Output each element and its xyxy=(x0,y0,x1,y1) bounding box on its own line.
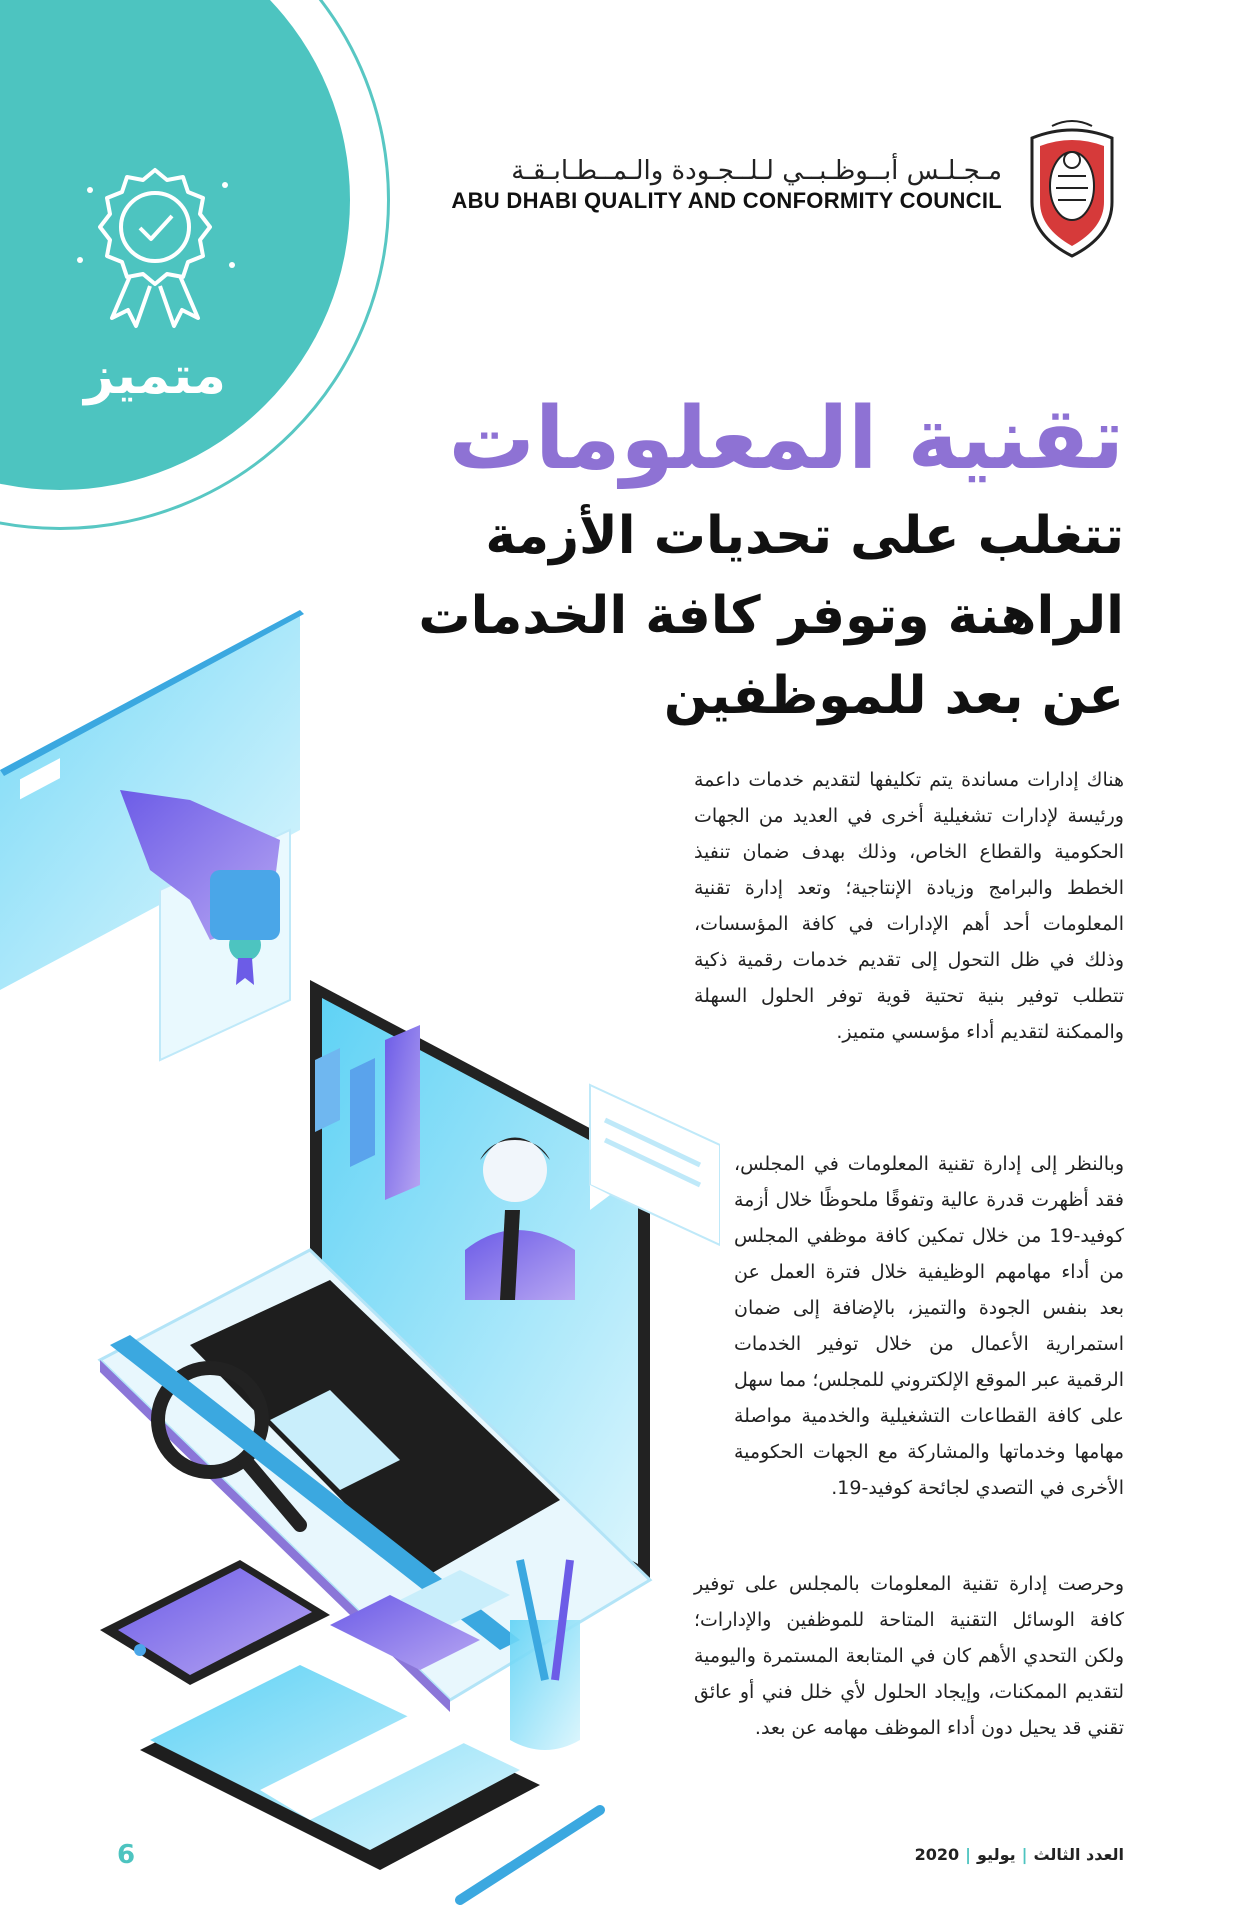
issue-year: 2020 xyxy=(914,1845,960,1864)
issue-footer: العدد الثالث|يوليو|2020 xyxy=(914,1845,1124,1864)
council-header xyxy=(451,156,1002,214)
subtitle-line: تتغلب على تحديات الأزمة xyxy=(485,506,1124,566)
article-title: تقنية المعلومات xyxy=(448,389,1124,489)
subtitle-line: الراهنة وتوفر كافة الخدمات xyxy=(418,586,1124,646)
smartphone-icon xyxy=(100,1560,330,1685)
issue-label: العدد الثالث xyxy=(1033,1845,1124,1864)
open-book-icon xyxy=(140,1665,540,1870)
isometric-tech-illustration xyxy=(0,600,720,1916)
article-paragraph: وحرصت إدارة تقنية المعلومات بالمجلس على توفير كافة الوسائل التقنية المتاحة للموظفين والإدارات؛ ولكن التحدي الأهم كان في المتابعة المستمرة واليومية لتقديم الممكنات، وإيجاد الحلول لأي خلل فني أو عائق تقني قد يحيل دون أداء الموظف مهامه عن بعد. xyxy=(694,1573,1124,1739)
issue-month: يوليو xyxy=(977,1845,1016,1864)
pencil-icon xyxy=(460,1810,600,1900)
article-paragraph: هناك إدارات مساندة يتم تكليفها لتقديم خدمات داعمة ورئيسة لإدارات تشغيلية أخرى في العديد من الجهات الحكومية والقطاع الخاص، وذلك بهدف ضمان تنفيذ الخطط والبرامج وزيادة الإنتاجية؛ وتعد إدارة تقنية المعلومات أحد أهم الإدارات في كافة المؤسسات، وذلك في ظل التحول إلى تقديم خدمات رقمية ذكية تتطلب توفير بنية تحتية قوية توفر الحلول السهلة والممكنة لتقديم أداء مؤسسي متميز. xyxy=(694,769,1124,1043)
council-name-english: ABU DHABI QUALITY AND CONFORMITY COUNCIL xyxy=(451,188,1002,213)
subtitle-line: عن بعد للموظفين xyxy=(663,666,1124,726)
award-ribbon-check-icon xyxy=(60,150,250,340)
page-number: 6 xyxy=(117,1840,136,1870)
abu-dhabi-falcon-emblem-icon xyxy=(1022,116,1122,262)
article-paragraph: وبالنظر إلى إدارة تقنية المعلومات في المجلس، فقد أظهرت قدرة عالية وتفوقًا ملحوظًا خلال أزمة كوفيد-19 من خلال تمكين كافة موظفي المجلس من أداء مهامهم الوظيفية خلال فترة العمل عن بعد بنفس الجودة والتميز، بالإضافة إلى ضمان استمرارية الأعمال من خلال توفير الخدمات الرقمية عبر الموقع الإلكتروني للمجلس؛ مما سهل على كافة القطاعات التشغيلية والخدمية مواصلة مهامها وخدماتها والمشاركة مع الجهات الحكومية الأخرى في التصدي لجائحة كوفيد-19. xyxy=(734,1153,1124,1499)
badge-label: متميز xyxy=(84,346,226,406)
council-name-arabic: مـجـلـس أبــوظـبــي لـلــجـودة والـمــطـابـقـة xyxy=(511,156,1002,186)
